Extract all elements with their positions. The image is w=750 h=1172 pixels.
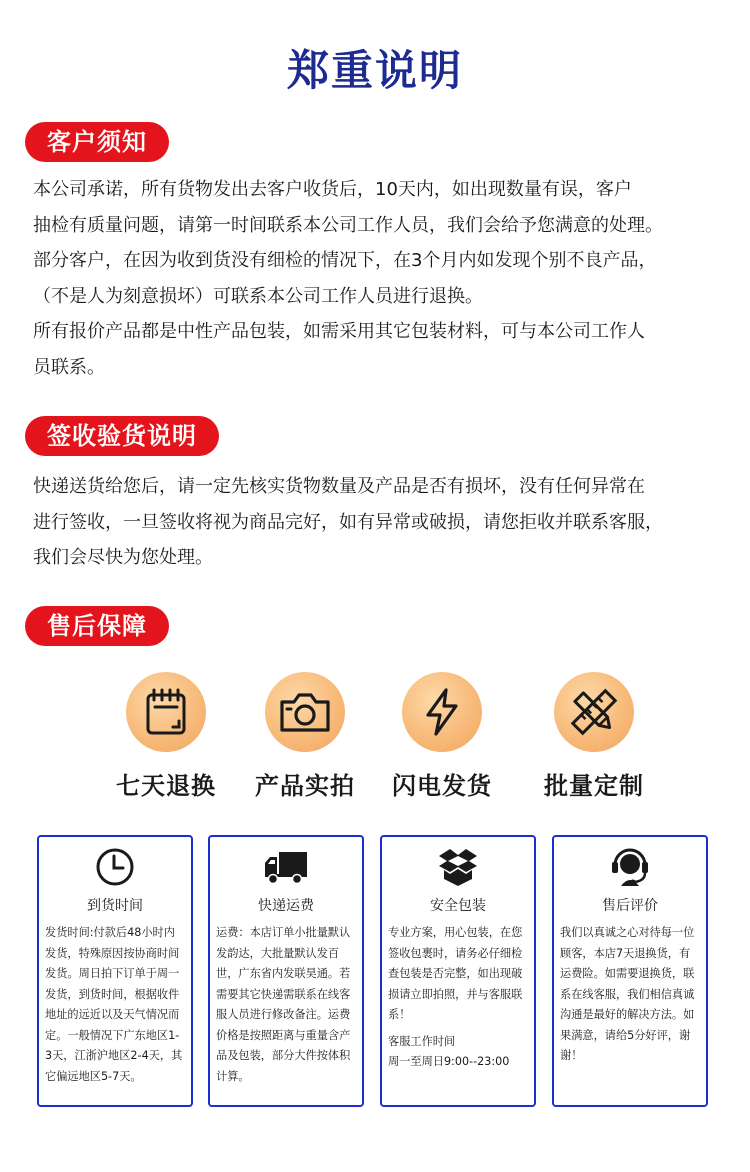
card-after-sales-review [552, 835, 708, 1107]
receipt-line: 进行签收，一旦签收将视为商品完好，如有异常或破损，请您拒收并联系客服， [33, 511, 663, 533]
card-title: 售后评价 [602, 898, 658, 914]
card-text: 专业方案，用心包装，在您签收包裹时，请务必仔细检查包装是否完整，如出现破损请立即拍照，并与客服联系！ [388, 926, 523, 1021]
section-tag-after-sales: 售后保障 [25, 606, 169, 646]
feature-seven-day-return [96, 672, 236, 801]
notice-line: 员联系。 [33, 356, 105, 378]
card-safe-packaging [380, 835, 536, 1107]
notepad-icon [143, 687, 189, 737]
feature-fast-shipping [372, 672, 512, 801]
feature-label: 闪电发货 [392, 772, 492, 800]
notice-line: 所有报价产品都是中性产品包装，如需采用其它包装材料，可与本公司工作人 [33, 321, 645, 342]
card-text: 运费：本店订单小批量默认发韵达，大批量默认发百世，广东省内发联昊通。若需要其它快递需联系在线客服人员进行修改备注。运费价格是按照距离与重量含产品及包装，部分大件按体积计算。 [216, 926, 351, 1083]
feature-label: 批量定制 [544, 772, 644, 800]
notice-line: （不是人为刻意损坏）可联系本公司工作人员进行退换。 [33, 285, 483, 307]
receipt-paragraph [33, 469, 732, 576]
feature-label: 产品实拍 [255, 772, 355, 800]
feature-custom-batch [524, 672, 664, 801]
truck-icon [263, 849, 309, 885]
receipt-line: 我们会尽快为您处理。 [33, 547, 213, 568]
notice-line: 部分客户，在因为收到货没有细检的情况下，在3个月内如发现个别不良产品， [33, 250, 657, 271]
card-title: 到货时间 [87, 898, 143, 914]
notice-paragraph [33, 172, 732, 385]
card-title: 快递运费 [258, 898, 314, 914]
clock-icon [95, 847, 135, 887]
page-title: 郑重说明 [286, 46, 463, 95]
service-hours-value: 周一至周日9:00--23:00 [388, 1055, 510, 1068]
card-text: 发货时间:付款后48小时内发货，特殊原因按协商时间发货。周日拍下订单于周一发货，到货时间，根据收件地址的远近以及天气情况而定。一般情况下广东地区1-3天，江浙沪地区2-4天，其它偏远地区5-7天。 [45, 926, 183, 1083]
card-title: 安全包装 [430, 898, 486, 914]
card-shipping-fee [208, 835, 364, 1107]
lightning-icon [422, 687, 462, 737]
notice-line: 本公司承诺，所有货物发出去客户收货后，10天内，如出现数量有误，客户 [33, 179, 632, 200]
service-hours [388, 1032, 528, 1073]
headset-icon [610, 846, 650, 888]
receipt-line: 快递送货给您后，请一定先核实货物数量及产品是否有损坏，没有任何异常在 [33, 476, 645, 497]
service-hours-label: 客服工作时间 [388, 1034, 456, 1048]
camera-icon [278, 690, 332, 734]
box-icon [436, 847, 480, 887]
section-tag-receipt: 签收验货说明 [25, 416, 219, 456]
card-text: 我们以真诚之心对待每一位顾客，本店7天退换货，有运费险。如需要退换货，联系在线客服，我们相信真诚沟通是最好的解决方法。如果满意，请给5分好评，谢谢！ [560, 926, 695, 1062]
card-delivery-time [37, 835, 193, 1107]
feature-label: 七天退换 [116, 772, 216, 800]
notice-line: 抽检有质量问题，请第一时间联系本公司工作人员，我们会给予您满意的处理。 [33, 214, 663, 236]
section-tag-notice: 客户须知 [25, 122, 169, 162]
ruler-pencil-icon [569, 687, 619, 737]
feature-real-photo [235, 672, 375, 801]
